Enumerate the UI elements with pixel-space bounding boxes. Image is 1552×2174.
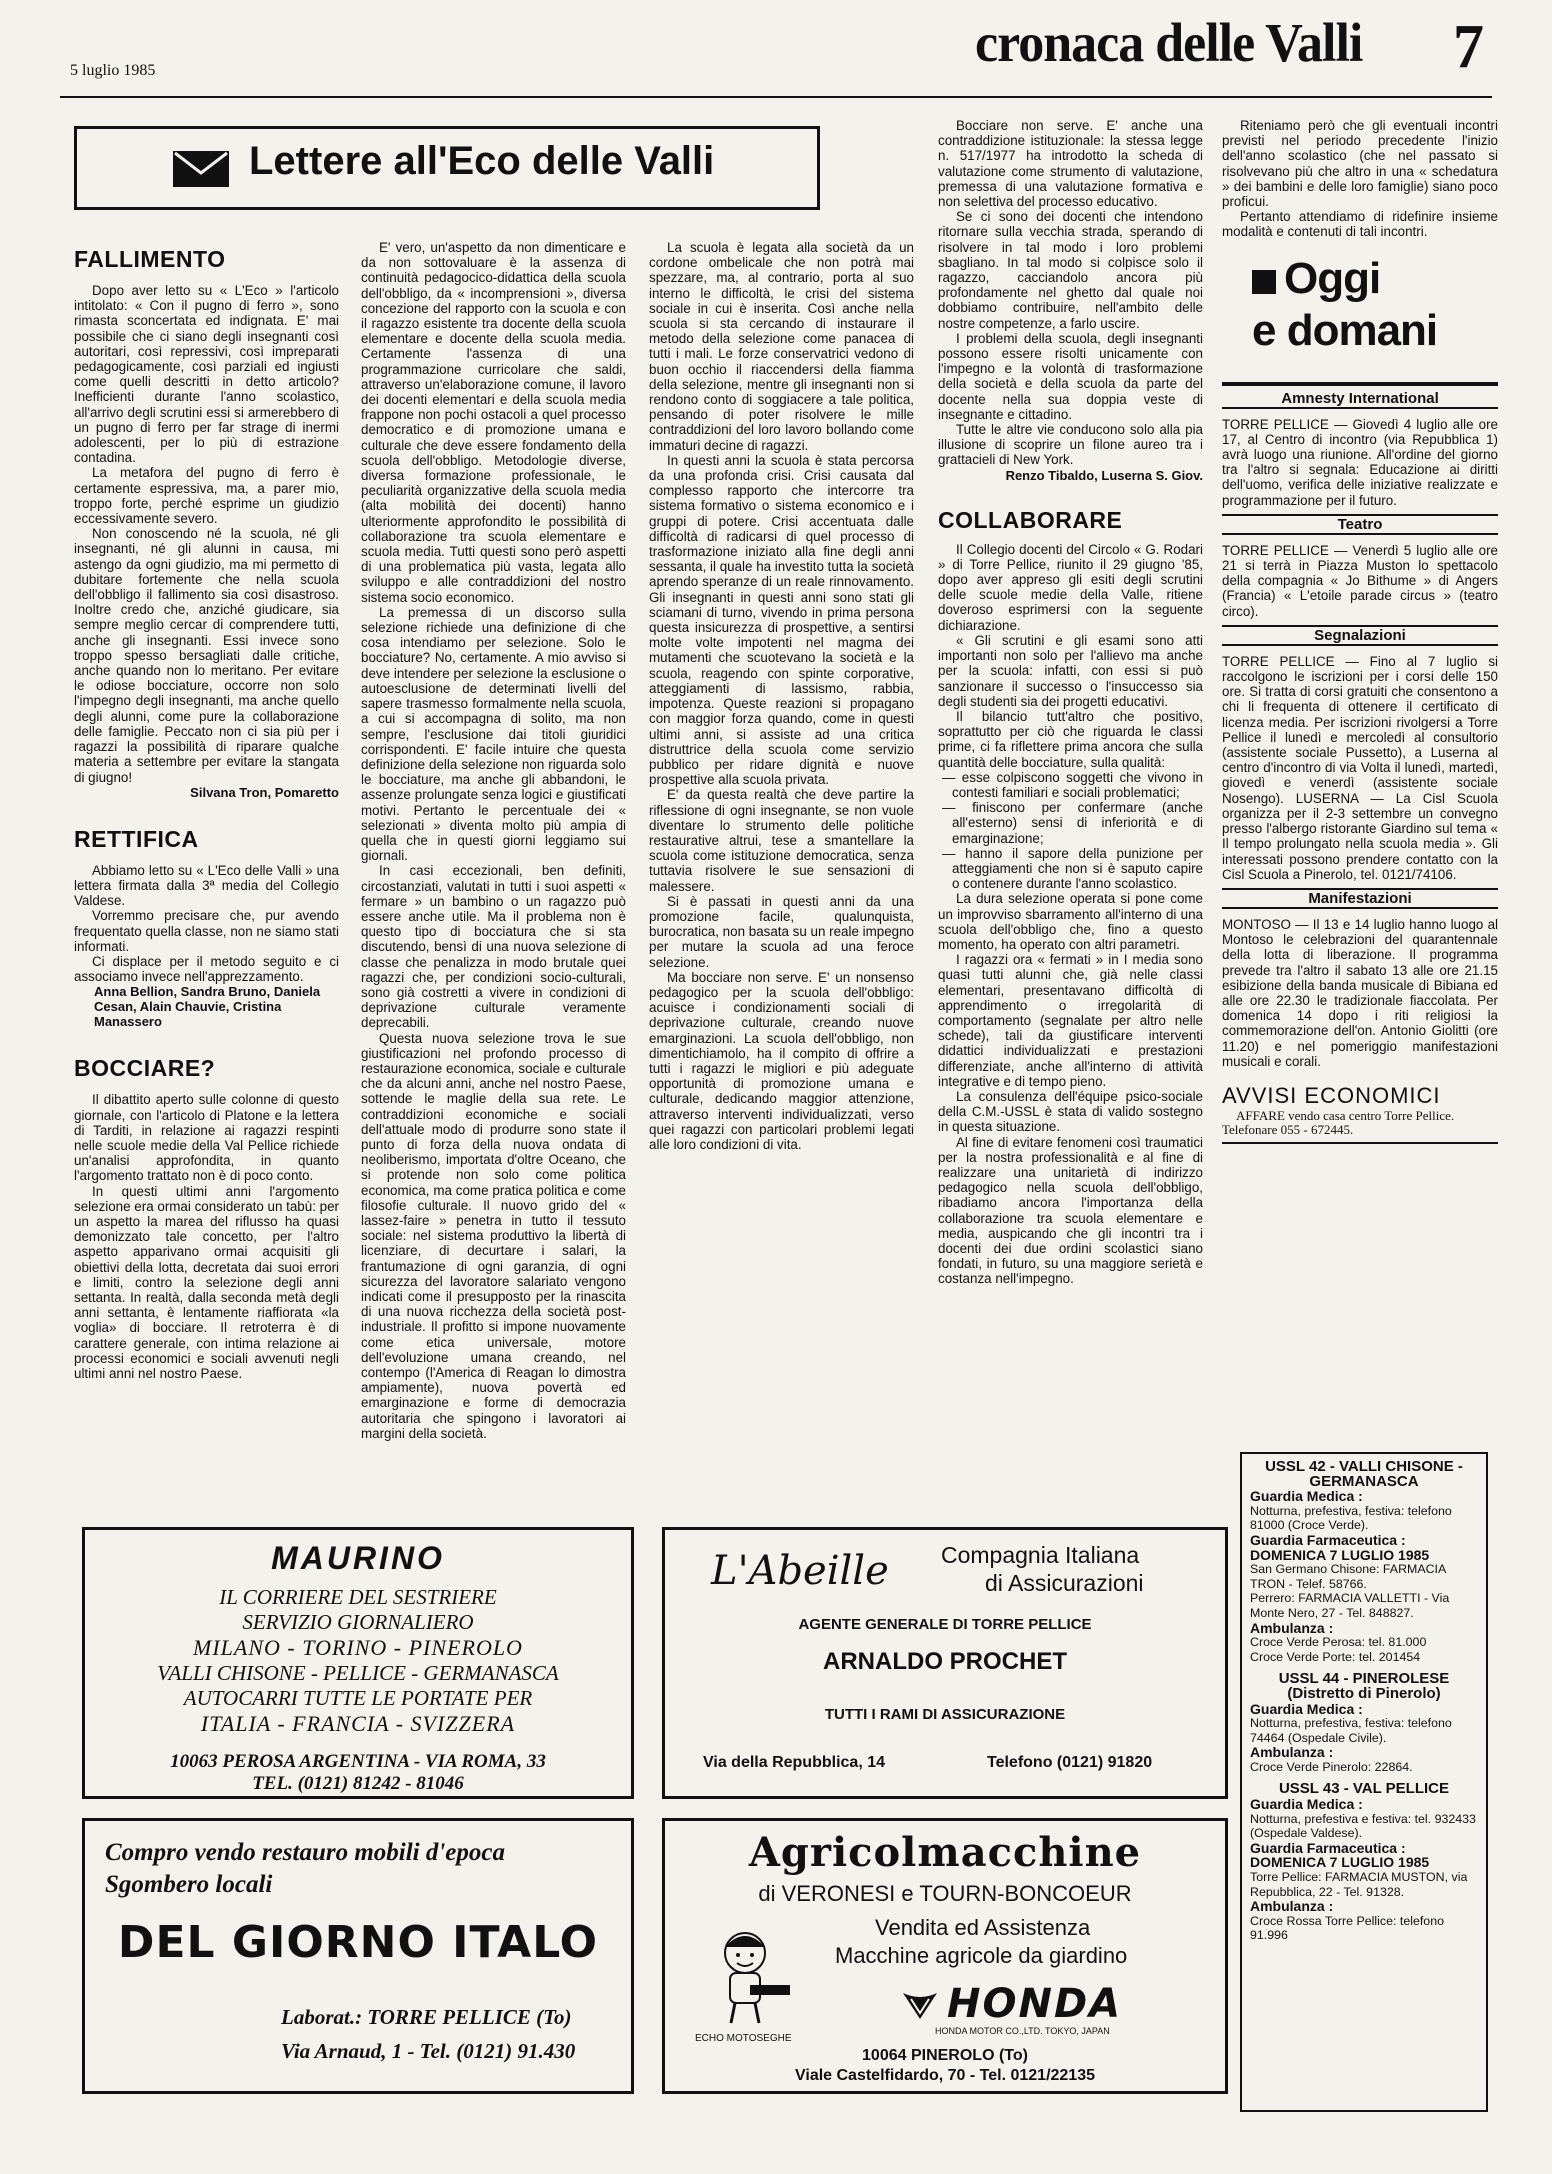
collaborare-body [938,542,1203,1287]
bocciare-paragraph: Si è passati in questi anni da una promozione facile, qualunquista, burocratica, non basata su un reale impegno per mutare la scuola ad una feroce selezione. [649,893,914,970]
bocciare-paragraph: In questi ultimi anni l'argomento selezione era ormai considerato un tabù: per un aspetto la marea del riflusso ha quasi demonizzato tale concetto, per l'altro aspetto apparivano ormai acquisiti gli obiettivi della lotta, decretata dai suoi errori e limiti, contro la selezione degli anni settanta. In realtà, dalla seconda metà degli anni settanta, è lentamente riaffiorata «la voglia» di bocciare. Il retroterra è di carattere generale, con intima relazione ai processi economici e sociali avvenuti negli ultimi anni nel nostro Paese. [74,1183,339,1381]
oggi-rule [1222,382,1498,386]
honda-sub: HONDA MOTOR CO.,LTD. TOKYO, JAPAN [935,2026,1110,2036]
mobili-address: Via Arnaud, 1 - Tel. (0121) 91.430 [281,2039,576,2063]
bocciare-paragraph: In questi anni la scuola è stata percorsa da una profonda crisi. Crisi causata dal complesso rapporto che intercorre tra sistema formativo o sistema economico e i gruppi di potere. Crisi accentuata dalle difficoltà di radicarsi di quel processo di trasformazione iniziato alla fine degli anni sessanta, il quale ha investito tutta la società aprendo speranze di un reale rinnovamento. Gli insegnanti in questi anni sono stati gli sciamani di turno, vivendo in prima persona questa insicurezza di prospettive, a sentirsi molte volte impotenti nel magma dei mutamenti che scuotevano la società e la scuola, reagendo con spinte corporative, atteggiamenti di lassismo, rabbia, impotenza. Queste reazioni si propagano con maggior forza quando, come in questi ultimi anni, si assiste ad una critica distruttrice della scuola come servizio pubblico per ridare dignità e nuove prospettive alla scuola privata. [649,452,914,788]
honda-wing-icon [899,1989,941,2023]
collaborare-title: COLLABORARE [938,506,1123,533]
ussl-line: Notturna, prefestiva, festiva: telefono 81000 (Croce Verde). [1250,1503,1452,1533]
maurino-line: MILANO - TORINO - PINEROLO [193,1635,523,1660]
event-text: TORRE PELLICE — Giovedì 4 luglio alle ore 17, al Centro di incontro (via Repubblica 1) avrà luogo una riunione. All'ordine del giorno tra l'altro si segnala: Educazione ai diritti dell'uomo, verifica delle iniziative realizzate e programmazione per il futuro. [1222,416,1498,508]
collaborare-paragraph: « Gli scrutini e gli esami sono atti importanti non solo per l'allievo ma anche per la scuola: infatti, con essi si può sanzionare il successo o l'insuccesso sia degli studenti sia dei progetti educativi. [938,632,1203,709]
fallimento-signature: Silvana Tron, Pomaretto [190,784,339,800]
oggi-domani-heading [1252,253,1498,374]
maurino-line: VALLI CHISONE - PELLICE - GERMANASCA [157,1661,559,1685]
list-item: — esse colpiscono soggetti che vivono in contesti familiari e sociali problematici; [952,770,1203,800]
list-item: — finiscono per confermare (anche all'esterno) sensi di inferiorità e di emarginazione; [952,800,1203,846]
maurino-address: 10063 PEROSA ARGENTINA - VIA ROMA, 33 [170,1751,546,1772]
abeille-company: di Assicurazioni [985,1570,1144,1596]
ussl-label: Guardia Medica : [1250,1488,1363,1505]
header-rule [60,96,1492,98]
ussl-line: Croce Verde Pinerolo: 22864. [1250,1759,1413,1774]
ussl-label: Guardia Farmaceutica : [1250,1531,1406,1548]
collaborare-paragraph: La dura selezione operata si pone come un improvviso sbarramento all'interno di una scuola dell'obbligo che, fino a questo momento, ha operato con altri parametri. [938,891,1203,952]
maurino-line: SERVIZIO GIORNALIERO [242,1610,474,1634]
agricol-city: 10064 PINEROLO (To) [862,2047,1028,2064]
column-4 [938,118,1203,1525]
ad-abeille [662,1527,1228,1799]
maurino-line: ITALIA - FRANCIA - SVIZZERA [200,1711,516,1736]
fallimento-body [74,283,339,785]
avvisi-text: AFFARE vendo casa centro Torre Pellice. Telefonare 055 - 672445. [1222,1109,1498,1144]
section-heading: Teatro [1222,514,1498,535]
oggi-domani-title: Oggi [1284,253,1381,303]
agricol-line: Vendita ed Assistenza [875,1915,1091,1940]
column-3 [649,240,914,1525]
bocciare-paragraph: La scuola è legata alla società da un cordone ombelicale che non potrà mai spezzare, ma, al contrario, porta al suo interno le difficoltà, le crisi del sistema sociale in cui è inserita. Così anche nella scuola si sta cercando di instaurare il metodo della selezione come panacea di tutti i mali. Le forze conservatrici vedono di buon occhio il riaccendersi della fiamma della selezione, mentre gli insegnanti non si rendono conto di soggiacere a tale politica, pensando di poter risolvere le mille contraddizioni del loro lavoro bollando come immaturi decine di ragazzi. [649,240,914,453]
collaborare-paragraph: I ragazzi ora « fermati » in I media sono quasi tutti alunni che, già nelle classi elementari, presentavano difficoltà di apprendimento o irregolarità di comportamento (segnalate per altro nelle schede), tali da giustificare interventi didattici individualizzati e prestazioni differenziate, anche all'interno di attività integrative e di tempo pieno. [938,952,1203,1089]
mascot-icon [705,1927,795,2027]
ussl-label: Ambulanza : [1250,1744,1334,1761]
agricol-address: Viale Castelfidardo, 70 - Tel. 0121/22135 [794,2067,1095,2084]
mobili-brand: DEL GIORNO ITALO [117,1917,599,1968]
ussl-line: Croce Verde Porte: tel. 201454 [1250,1649,1421,1664]
ussl-line: Perrero: FARMACIA VALLETTI - Via Monte Nero, 27 - Tel. 848827. [1250,1591,1450,1620]
letters-banner-title: Lettere all'Eco delle Valli [249,139,715,183]
abeille-company: Compagnia Italiana [941,1542,1140,1568]
maurino-phone: TEL. (0121) 81242 - 81046 [252,1773,464,1794]
bocciare-paragraph: Se ci sono dei docenti che intendono ritornare sulla vecchia strada, sperando di risolvere in tal modo i loro problemi sbagliano. In tal modo si colpisce solo il ragazzo, cacciandolo ancora più profondamente nel ghetto dal quale noi dobbiamo contribuire, nell'ambito delle nostre competenze, a farlo uscire. [938,209,1203,331]
event-text: TORRE PELLICE — Venerdì 5 luglio alle ore 21 si terrà in Piazza Muston lo spettacolo della compagnia « Jo Bithume » di Angers (Francia) « L'etoile parade circus » (teatro circo). [1222,542,1498,619]
oggi-domani-title: e domani [1252,305,1438,355]
fallimento-paragraph: Non conoscendo né la scuola, né gli insegnanti, né gli alunni in causa, mi astengo da ogni giudizio, ma mi permetto di dubitare fortemente che nella scuola dell'obbligo il fallimento sia così disastroso. Inoltre credo che, anziché giudicare, sia sempre meglio cercar di comprendere tutti, anche gli insegnanti. Essi invece sono troppo spesso bersagliati dalle critiche, anche quando non lo meritano. Per evitare le odiose bocciature, occorre non solo l'impegno degli insegnanti, ma anche quello degli alunni, come pure la collaborazione delle famiglie. Peccato non ci sia più per i ragazzi la possibilità di riparare qualche materia a settembre per evitare la stangata di giugno! [74,526,339,785]
ussl-line: Croce Verde Perosa: tel. 81.000 [1250,1635,1427,1650]
avvisi-title: AVVISI ECONOMICI [1222,1082,1441,1108]
collaborare-paragraph: Riteniamo però che gli eventuali incontri previsti nel periodo precedente l'inizio dell'anno scolastico (che nel passato si risolvevano più che altro in una « schedatura » dei bambini e delle loro famiglie) siano poco proficui. [1222,118,1498,210]
bocciare-body-part3 [649,240,914,1152]
abeille-services: TUTTI I RAMI DI ASSICURAZIONE [824,1706,1066,1723]
rettifica-body [74,863,339,985]
collaborare-paragraph: La consulenza dell'équipe psico-sociale della C.M.-USSL è stata di valido sostegno in questa situazione. [938,1088,1203,1135]
ussl-label: Ambulanza : [1250,1898,1334,1915]
section-heading: Segnalazioni [1222,625,1498,646]
square-bullet-icon [1252,270,1276,294]
collaborare-bullets [938,770,1203,892]
bocciare-paragraph: Questa nuova selezione trova le sue giustificazioni nel profondo processo di restaurazione economica, sociale e culturale che da alcuni anni, anche nel nostro Paese, sottende le maglie della sua rete. Le contraddizioni economiche e sociali dell'attuale modo di produrre sono state il punto di forza della nuova ondata di neoliberismo, importata d'oltre Oceano, che si protende non solo come politica economica, ma come pratica politica e come filosofie culturale. Il nuovo grido del « lassez-faire » penetra in tutto il tessuto sociale: nel sistema produttivo la libertà di licenziare, di decurtare i salari, la frantumazione di ogni garanzia, di ogni sicurezza del lavoratore salariato vengono indicati come il presupposto per la rinascita di una nuova ricchezza della società post-industriale. Il profitto si impone nuovamente come etica universale, motore dell'evoluzione umana creando, nel contempo (l'America di Reagan lo dimostra ampiamente), nuova povertà ed emarginazione e forme di democrazia autoritaria che spingono i lavoratori ai margini della società. [361,1030,626,1441]
agricol-owners: di VERONESI e TOURN-BONCOEUR [758,1881,1132,1906]
fallimento-title: FALLIMENTO [74,246,226,272]
ussl-label: Guardia Medica : [1250,1700,1363,1717]
agricol-brand: Agricolmacchine [748,1829,1142,1876]
bocciare-paragraph: Il dibattito aperto sulle colonne di questo giornale, con l'articolo di Platone e la lettera di Tarditi, in relazione ai ragazzi respinti nelle scuole medie della Val Pellice richiede un'analisi approfondita, in quanto l'argomento trattato non è di poco conto. [74,1092,339,1184]
ussl-label: Guardia Farmaceutica : [1250,1839,1406,1856]
collaborare-paragraph: Il bilancio tutt'altro che positivo, soprattutto per ciò che riguarda le classi prime, ci fa riflettere prima ancora che sulla quantità delle bocciature, sulla qualità: [938,708,1203,770]
bocciare-paragraph: Bocciare non serve. E' anche una contraddizione istituzionale: la stessa legge n. 517/1977 ha introdotto la scheda di valutazione come strumento di valutazione, premessa di una valutazione formativa e non selettiva del processo educativo. [938,118,1203,210]
mobili-lab: Laborat.: TORRE PELLICE (To) [281,2005,572,2029]
rettifica-paragraph: Ci displace per il metodo seguito e ci associamo invece nell'apprezzamento. [74,953,339,985]
ussl-line: Croce Rossa Torre Pellice: telefono 91.996 [1250,1913,1444,1943]
collaborare-paragraph: Il Collegio docenti del Circolo « G. Rodari » di Torre Pellice, riunito il 29 giugno '85, dopo aver appreso gli esiti degli scrutini delle scuole medie della Valle, ritiene doveroso esprimersi con la seguente dichiarazione. [938,541,1203,633]
event-text: MONTOSO — Il 13 e 14 luglio hanno luogo al Montoso le celebrazioni del quarantennale della lotta di liberazione. Il programma prevede tra l'altro il sabato 13 alle ore 21.15 esibizione della banda musicale di Bibiana ed alle ore 22.30 le tradizionale fiaccolata. Per domenica 14 dopo i riti religiosi la commemorazione dell'on. Antonio Giolitti (ore 11.20) e nel pomeriggio manifestazioni musicali e corali. [1222,916,1498,1069]
section-heading: Manifestazioni [1222,888,1498,909]
ussl-box [1240,1452,1488,2112]
issue-date: 5 luglio 1985 [70,62,156,79]
page-number: 7 [1453,13,1484,81]
abeille-logo: L'Abeille [711,1548,889,1594]
collaborare-paragraph: Al fine di evitare fenomeni così traumatici per la nostra professionalità e al fine di realizzare una unitarietà di indirizzo pedagogico nella scuola dell'obbligo, ribadiamo ancora l'importanza della collaborazione tra scuola elementare e media, auspicando che gli incontri tra i docenti dei due ordini scolastici siano fondati, in futuro, su una maggiore serietà e costanza nell'impegno. [938,1134,1203,1287]
abeille-name: ARNALDO PROCHET [823,1648,1067,1675]
collaborare-body-continued [1222,118,1498,240]
bocciare-title: BOCCIARE? [74,1055,216,1082]
ad-mobili [82,1818,634,2094]
bocciare-paragraph: I problemi della scuola, degli insegnanti possono essere risolti unicamente con l'impegno e la volontà di trasformazione della società e della scuola da parte del docente nella sua doppia veste di insegnante e cittadino. [938,330,1203,422]
ad-agricol [662,1818,1228,2094]
bocciare-paragraph: E' vero, un'aspetto da non dimenticare e da non sottovaluare è la assenza di continuità pedagocico-didattica della scuola dell'obbligo, da « incomprensioni », diversa concezione del rapporto con la scuola e con il ragazzo esistente tra docente della scuola elementare e docente della scuola media. Certamente l'assenza di una programmazione curricolare che saldi, attraverso un'elaborazione comune, il lavoro dei docenti elementari e della scuola media frappone non pochi ostacoli a quel processo democratico e di promozione umana e culturale che deve essere fondamento della scuola dell'obbligo. Metodologie diverse, diversa formazione professionale, le peculiarità organizzative della scuola media (alta mobilità dei docenti) hanno ulteriormente approfondito le possibilità di collaborazione tra scuola elementare e scuola media. Tutti questi sono però aspetti di una problematica più vasta, legata allo sviluppo e alle contraddizioni del nostro sistema socio economico. [361,240,626,605]
ussl-label: DOMENICA 7 LUGLIO 1985 [1250,1546,1430,1563]
section-title: cronaca delle Valli [975,13,1363,74]
ad-maurino [82,1527,634,1799]
event-text: TORRE PELLICE — Fino al 7 luglio si raccolgono le iscrizioni per i corsi delle 150 ore. Si tratta di corsi gratuiti che consentono a chi li frequenta di ottenere il certificato di licenza media. Per iscrizioni rivolgersi a Torre Pellice il lunedì e mercoledì al consultorio (assistente sociale Pussetto), a Luserna al centro d'incontro di via Volta il lunedì, martedì, giovedì e venerdì (assistente sociale Nosengo). LUSERNA — La Cisl Scuola organizza per il 2-3 settembre un convegno presso l'albergo ristorante Giardino sul tema « Il tempo prolungato nella scuola media ». Gli interessati possono prendere contatto con la Cisl Scuola a Pinerolo, tel. 0121/74106. [1222,653,1498,882]
section-heading: Amnesty International [1222,390,1498,409]
bocciare-paragraph: E' da questa realtà che deve partire la riflessione di ogni insegnante, se non vuole diventare lo strumento delle politiche restaurative altrui, tese a smantellare la scuola come istituzione democratica, senza tuttavia risolvere le sue sensazioni di malessere. [649,787,914,894]
echo-logo: ECHO MOTOSEGHE [695,2033,792,2044]
mobili-line: Compro vendo restauro mobili d'epoca [105,1839,505,1866]
ussl-content [1250,1460,1478,1943]
rettifica-paragraph: Vorremmo precisare che, pur avendo frequentato quella classe, non ne siamo stati informati. [74,908,339,954]
column-5 [1222,118,1498,1518]
ussl-label: Ambulanza : [1250,1619,1334,1636]
rettifica-title: RETTIFICA [74,825,199,852]
mobili-line: Sgombero locali [105,1871,273,1898]
ussl-label: Guardia Medica : [1250,1796,1363,1813]
ussl-line: Notturna, prefestiva, festiva: telefono 74464 (Ospedale Civile). [1250,1716,1452,1745]
bocciare-body-part1 [74,1092,339,1381]
bocciare-paragraph: Tutte le altre vie conducono solo alla pia illusione di scoprire un filone aureo tra i grattacieli di New York. [938,422,1203,468]
fallimento-paragraph: Dopo aver letto su « L'Eco » l'articolo intitolato: « Con il pugno di ferro », sono rimasta sconcertata ed indignata. E' mai possibile che ci siano degli insegnanti così autoritari, così repressivi, così impreparati pedagogicamente, così parziali ed ingiusti come quelli descritti in detto articolo? Inefficienti durante l'anno scolastico, all'arrivo degli scrutini essi si armerebbero di un pugno di ferro per far strage di inermi adolescenti, per lo più di estrazione contadina. [74,283,339,466]
ussl-block-title: USSL 42 - VALLI CHISONE - GERMANASCA [1265,1458,1463,1490]
maurino-brand: MAURINO [271,1540,445,1576]
ussl-block-title: USSL 44 - PINEROLESE (Distretto di Pinerolo) [1278,1670,1450,1702]
maurino-line: IL CORRIERE DEL SESTRIERE [219,1585,497,1609]
rettifica-signature: Anna Bellion, Sandra Bruno, Daniela Cesan, Alain Chauvie, Cristina Manassero [94,984,321,1030]
column-2 [361,240,626,1525]
bocciare-body-part2 [361,240,626,1441]
abeille-agent: AGENTE GENERALE DI TORRE PELLICE [798,1616,1092,1633]
rettifica-paragraph: Abbiamo letto su « L'Eco delle Valli » una lettera firmata dalla 3ª media del Collegio Valdese. [74,862,339,909]
ussl-line: San Germano Chisone: FARMACIA TRON - Telef. 58766. [1250,1562,1446,1591]
maurino-line: AUTOCARRI TUTTE LE PORTATE PER [183,1686,533,1710]
honda-logo: HONDA [947,1981,1123,2027]
envelope-icon [173,151,229,187]
column-1 [74,240,339,1525]
ussl-block-title: USSL 43 - VAL PELLICE [1278,1780,1450,1798]
bocciare-paragraph: Ma bocciare non serve. E' un nonsenso pedagogico per la scuola dell'obbligo: acuisce i condizionamenti sociali di deprivazione culturale, creando nuove emarginazioni. La scuola dell'obbligo, non dimentichiamolo, ha il compito di offrire a tutti i ragazzi le migliori e più adeguate opportunità di promozione umana e culturale, dedicando maggior attenzione, attraverso interventi individualizzati, verso quei ragazzi con particolari problemi legati alle loro condizioni di vita. [649,969,914,1152]
bocciare-signature: Renzo Tibaldo, Luserna S. Giov. [1005,467,1203,483]
collaborare-paragraph: Pertanto attendiamo di ridefinire insieme modalità e contenuti di tali incontri. [1222,209,1498,240]
ussl-line: Torre Pellice: FARMACIA MUSTON, via Repubblica, 22 - Tel. 91328. [1250,1870,1468,1899]
abeille-address: Via della Repubblica, 14 [703,1754,885,1771]
fallimento-paragraph: La metafora del pugno di ferro è certamente espressiva, ma, a parer mio, troppo forte, perché esprime un giudizio eccessivamente severo. [74,465,339,527]
bocciare-body-part4 [938,118,1203,468]
bocciare-paragraph: La premessa di un discorso sulla selezione richiede una definizione di che cosa intendiamo per selezione. Solo le bocciature? No, certamente. A mio avviso si deve intendere per selezione la esclusione o autoesclusione de determinati livelli del sapere trasmesso formalmente nella scuola, a cui si accompagna di solito, ma non sempre, l'esclusione dai titoli giuridici corrispondenti. E' facile intuire che questa definizione della selezione non riguarda solo le bocciature, ma anche gli abbandoni, le assenze prolungate senza logici e giustificati motivi. Pertanto le percentuale dei « selezionati » diventa molto più ampia di quella che in questi giorni leggiamo sui giornali. [361,604,626,864]
abeille-phone: Telefono (0121) 91820 [987,1754,1153,1771]
letters-banner [74,126,820,210]
ussl-label: DOMENICA 7 LUGLIO 1985 [1250,1854,1430,1871]
bocciare-paragraph: In casi eccezionali, ben definiti, circostanziati, valutati in tutti i suoi aspetti « fermare » un bambino o un ragazzo può essere anche utile. Ma il problema non è questo tipo di bocciatura che si sta discutendo, bensì di una nuova selezione di classe che penalizza in modo brutale quei ragazzi che, per condizioni socio-culturali, sono già costretti a vivere in condizioni di deprivazione culturale veramente deprecabili. [361,863,626,1031]
ussl-line: Notturna, prefestiva e festiva: tel. 932433 (Ospedale Valdese). [1250,1811,1476,1841]
list-item: — hanno il sapore della punizione per atteggiamenti che non si è saputo capire o contenere durante l'anno scolastico. [952,846,1203,892]
agricol-line: Macchine agricole da giardino [835,1943,1128,1968]
